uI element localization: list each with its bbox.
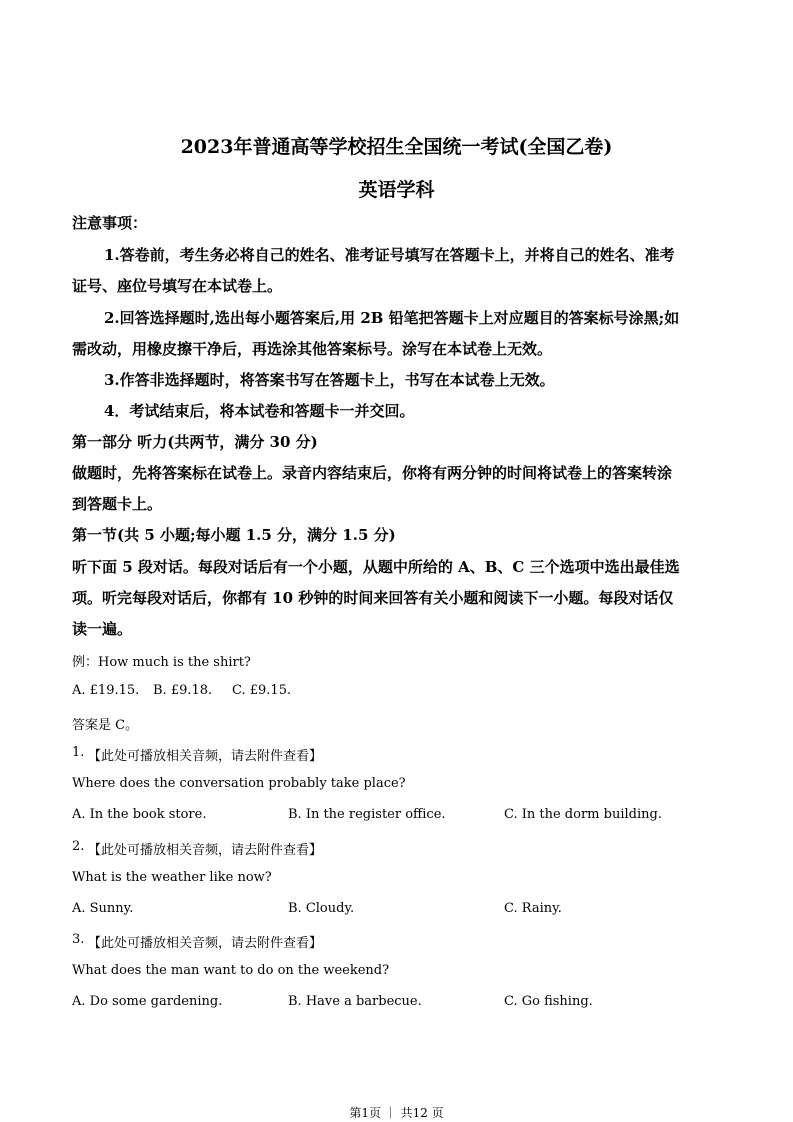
question-2-option-b: B. Cloudy. — [288, 901, 355, 916]
question-3-text: What does the man want to do on the weekend? — [72, 963, 390, 978]
example-option-c: C. £9.15. — [232, 683, 292, 698]
question-2-option-a: A. Sunny. — [72, 901, 134, 916]
question-1-option-b: B. In the register office. — [288, 807, 446, 822]
example-question: 例：How much is the shirt? — [72, 655, 251, 670]
notice-item-1-cont: 证号、座位号填写在本试卷上。 — [72, 277, 283, 295]
notice-heading: 注意事项： — [72, 214, 148, 232]
document-title: 2023年普通高等学校招生全国统一考试(全国乙卷) — [180, 136, 613, 158]
question-2-option-c: C. Rainy. — [504, 901, 562, 916]
question-3-audio-note: 【此处可播放相关音频，请去附件查看】 — [88, 936, 323, 951]
question-1-option-c: C. In the dorm building. — [504, 807, 662, 822]
question-3-option-c: C. Go fishing. — [504, 994, 593, 1009]
notice-item-2: 2.回答选择题时,选出每小题答案后,用 2B 铅笔把答题卡上对应题目的答案标号涂黑;如 — [104, 309, 680, 327]
part1-heading: 第一部分 听力(共两节，满分 30 分) — [72, 433, 318, 451]
question-1-option-a: A. In the book store. — [72, 807, 207, 822]
notice-item-4: 4．考试结束后，将本试卷和答题卡一并交回。 — [104, 402, 415, 420]
part1-intro-line-2: 到答题卡上。 — [72, 495, 163, 513]
example-answer: 答案是 C。 — [72, 718, 139, 733]
question-3-number: 3. — [72, 932, 85, 947]
page-footer: 第1页 ｜ 共12 页 — [349, 1106, 444, 1120]
example-option-b: B. £9.18. — [153, 683, 213, 698]
question-3-option-a: A. Do some gardening. — [72, 994, 223, 1009]
question-3-option-b: B. Have a barbecue. — [288, 994, 422, 1009]
question-1-audio-note: 【此处可播放相关音频，请去附件查看】 — [88, 749, 323, 764]
section1-intro-line-3: 读一遍。 — [72, 620, 133, 638]
subject-title: 英语学科 — [358, 179, 435, 201]
notice-item-1: 1.答卷前，考生务必将自己的姓名、准考证号填写在答题卡上，并将自己的姓名、准考 — [104, 246, 675, 264]
question-2-audio-note: 【此处可播放相关音频，请去附件查看】 — [88, 843, 323, 858]
section1-heading: 第一节(共 5 小题;每小题 1.5 分，满分 1.5 分) — [72, 526, 396, 544]
question-2-number: 2. — [72, 839, 85, 854]
question-1-text: Where does the conversation probably take place? — [72, 776, 406, 791]
section1-intro-line-2: 项。听完每段对话后，你都有 10 秒钟的时间来回答有关小题和阅读下一小题。每段对话仅 — [72, 589, 674, 607]
question-2-text: What is the weather like now? — [72, 870, 272, 885]
example-option-a: A. £19.15. — [72, 683, 140, 698]
part1-intro-line-1: 做题时，先将答案标在试卷上。录音内容结束后，你将有两分钟的时间将试卷上的答案转涂 — [72, 464, 673, 482]
notice-item-2-cont: 需改动，用橡皮擦干净后，再选涂其他答案标号。涂写在本试卷上无效。 — [72, 340, 553, 358]
section1-intro-line-1: 听下面 5 段对话。每段对话后有一个小题，从题中所给的 A、B、C 三个选项中选出最佳选 — [72, 558, 680, 576]
question-1-number: 1. — [72, 745, 85, 760]
notice-item-3: 3.作答非选择题时，将答案书写在答题卡上，书写在本试卷上无效。 — [104, 371, 555, 389]
